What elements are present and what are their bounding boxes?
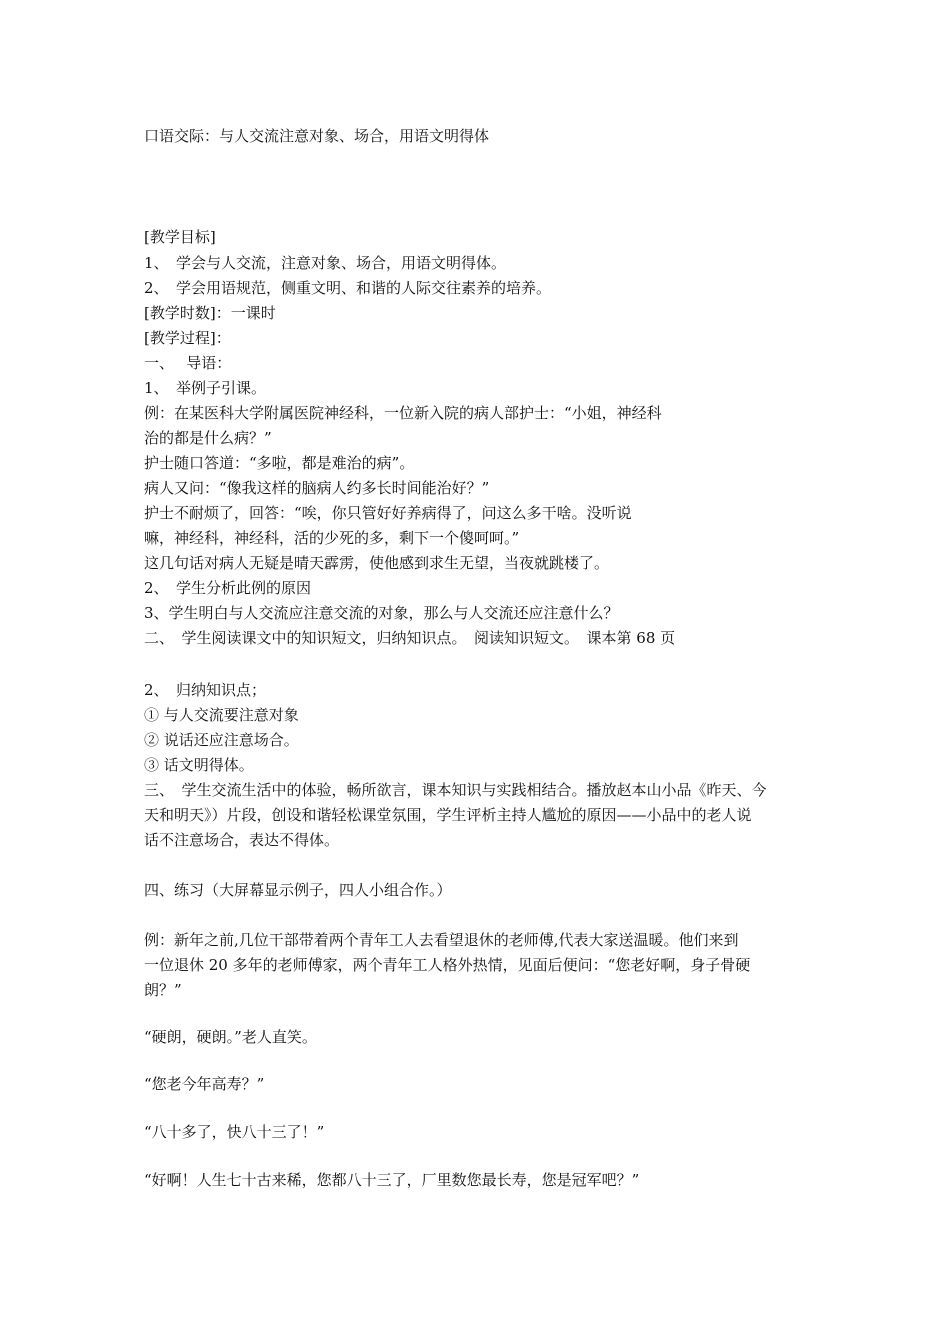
paragraph-line: 1、 学会与人交流，注意对象、场合，用语文明得体。 xyxy=(144,254,507,272)
dialogue-line: “八十多了，快八十三了！” xyxy=(144,1123,325,1141)
paragraph-line: 例：新年之前,几位干部带着两个青年工人去看望退休的老师傅,代表大家送温暖。他们来到 xyxy=(144,931,739,949)
dialogue-line: “好啊！人生七十古来稀，您都八十三了，厂里数您最长寿，您是冠军吧？” xyxy=(144,1171,640,1189)
paragraph-line: 二、 学生阅读课文中的知识短文，归纳知识点。 阅读知识短文。 课本第 68 页 xyxy=(144,629,676,647)
paragraph-line: 三、 学生交流生活中的体验，畅所欲言，课本知识与实践相结合。播放赵本山小品《昨天、今 xyxy=(144,781,767,799)
list-item: ② 说话还应注意场合。 xyxy=(144,731,299,749)
list-item: ③ 话文明得体。 xyxy=(144,756,254,774)
paragraph-line: 护士随口答道：“多啦，都是难治的病”。 xyxy=(144,454,415,472)
section-heading-hours: [教学时数]：一课时 xyxy=(144,304,276,322)
list-item: ① 与人交流要注意对象 xyxy=(144,706,299,724)
paragraph-line: 2、 归纳知识点； xyxy=(144,681,267,699)
paragraph-line: 一位退休 20 多年的老师傅家，两个青年工人格外热情，见面后便问：“您老好啊，身子骨硬 xyxy=(144,956,751,974)
section-heading-process: [教学过程]： xyxy=(144,329,231,347)
paragraph-line: 1、 举例子引课。 xyxy=(144,379,267,397)
section-heading-objectives: [教学目标] xyxy=(144,228,216,246)
paragraph-line: 3、学生明白与人交流应注意交流的对象，那么与人交流还应注意什么？ xyxy=(144,604,619,622)
paragraph-line: 治的都是什么病？” xyxy=(144,429,272,447)
paragraph-line: 例：在某医科大学附属医院神经科，一位新入院的病人部护士：“小姐，神经科 xyxy=(144,404,662,422)
paragraph-line: 一、 导语： xyxy=(144,354,232,372)
paragraph-line: 嘛，神经科，神经科，活的少死的多，剩下一个傻呵呵。” xyxy=(144,529,520,547)
paragraph-line: 病人又问：“像我这样的脑病人约多长时间能治好？” xyxy=(144,479,490,497)
paragraph-line: 2、 学会用语规范，侧重文明、和谐的人际交往素养的培养。 xyxy=(144,279,552,297)
paragraph-line: 护士不耐烦了，回答：“唉，你只管好好养病得了，问这么多干啥。没听说 xyxy=(144,504,632,522)
paragraph-line: 这几句话对病人无疑是晴天霹雳，使他感到求生无望，当夜就跳楼了。 xyxy=(144,554,610,572)
dialogue-line: “硬朗，硬朗。”老人直笑。 xyxy=(144,1028,317,1046)
dialogue-line: “您老今年高寿？” xyxy=(144,1075,265,1093)
paragraph-line: 话不注意场合，表达不得体。 xyxy=(144,831,340,849)
paragraph-line: 天和明天》）片段，创设和谐轻松课堂氛围，学生评析主持人尴尬的原因——小品中的老人说 xyxy=(144,806,752,824)
document-title: 口语交际：与人交流注意对象、场合，用语文明得体 xyxy=(144,127,490,145)
paragraph-line: 朗？” xyxy=(144,981,182,999)
section-heading-practice: 四、练习（大屏幕显示例子，四人小组合作。） xyxy=(144,881,452,899)
paragraph-line: 2、 学生分析此例的原因 xyxy=(144,579,312,597)
